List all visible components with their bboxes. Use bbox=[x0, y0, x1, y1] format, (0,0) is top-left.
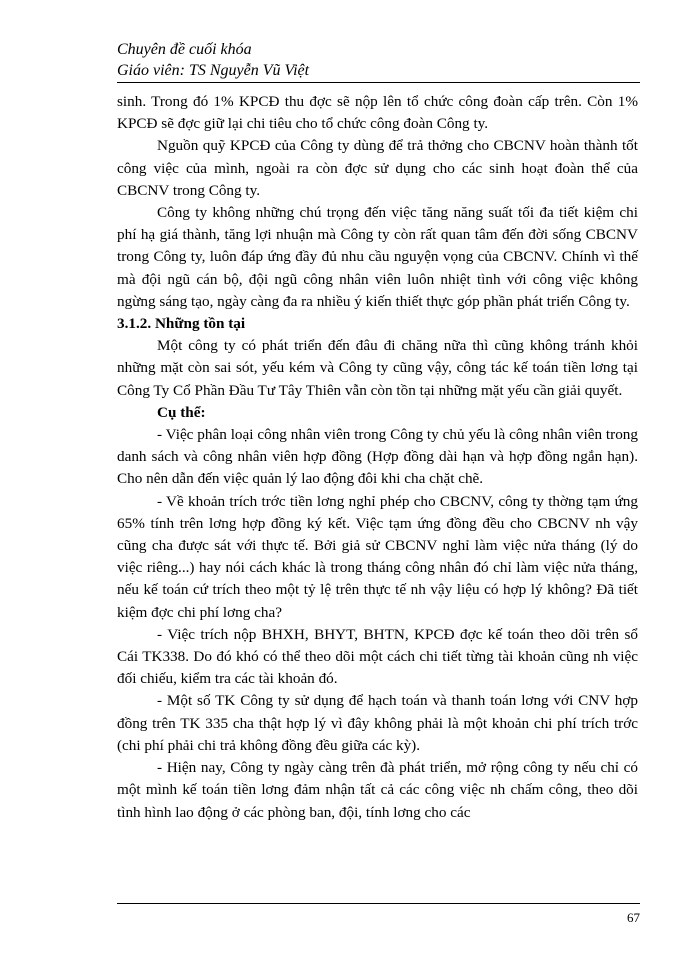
body-paragraph: sinh. Trong đó 1% KPCĐ thu đợc sẽ nộp lên tổ chức công đoàn cấp trên. Còn 1% KPCĐ sẽ đợc giữ lại chi tiêu cho tổ chức công đoàn Công ty. bbox=[117, 93, 638, 133]
subsection-label: Cụ thể: bbox=[157, 403, 206, 421]
header-divider bbox=[117, 82, 640, 83]
bullet-paragraph: - Một số TK Công ty sử dụng để hạch toán và thanh toán lơng với CNV hợp đồng trên TK 335 cha thật hợp lý vì đây không phải là một khoản chi phí trích trớc (chi phí phải chi trả không đồng đều giữa các kỳ). bbox=[117, 692, 638, 754]
bullet-paragraph: - Việc trích nộp BHXH, BHYT, BHTN, KPCĐ đợc kế toán theo dõi trên sổ Cái TK338. Do đó khó có thể theo dõi một cách chi tiết từng tài khoản cũng nh việc đối chiếu, kiểm tra các tài khoản đó. bbox=[117, 625, 638, 688]
header-course-title: Chuyên đề cuối khóa bbox=[117, 41, 252, 58]
header-instructor: Giáo viên: TS Nguyễn Vũ Việt bbox=[117, 62, 310, 79]
page-body bbox=[117, 91, 638, 824]
bullet-paragraph: - Hiện nay, Công ty ngày càng trên đà phát triển, mở rộng công ty nếu chỉ có một mình kế toán tiền lơng đảm nhận tất cả các công việc nh chấm công, theo dõi tình hình lao động ở các phòng ban, đội, tính lơng cho các bbox=[117, 759, 638, 821]
page-number: 67 bbox=[627, 910, 640, 925]
body-paragraph: Một công ty có phát triển đến đâu đi chăng nữa thì cũng không tránh khỏi những mặt còn sai sót, yếu kém và Công ty cũng vậy, công tác kế toán tiền lơng tại Công Ty Cổ Phần Đầu Tư Tây Thiên vẫn còn tồn tại những mặt yếu cần giải quyết. bbox=[117, 337, 638, 399]
bullet-paragraph: - Việc phân loại công nhân viên trong Công ty chủ yếu là công nhân viên trong danh sách và công nhân viên hợp đồng (Hợp đồng dài hạn và hợp đồng ngắn hạn). Cho nên dẫn đến việc quản lý lao động đôi khi cha chặt chẽ. bbox=[117, 426, 638, 488]
bullet-paragraph: - Về khoản trích trớc tiền lơng nghỉ phép cho CBCNV, công ty thờng tạm ứng 65% tính trên lơng hợp đồng ký kết. Việc tạm ứng đồng đều cho CBCNV nh vậy cũng cha được sát với thực tế. Bởi giả sử CBCNV nghỉ làm việc nửa tháng (lý do việc riêng...) hay nói cách khác là trong tháng công nhân đó chỉ làm việc nửa tháng, nếu kế toán cứ trích theo một tỷ lệ trên thực tế nh vậy liệu có hợp lý không? Đã tiết kiệm đợc chi phí lơng cha? bbox=[117, 492, 638, 621]
body-paragraph: Công ty không những chú trọng đến việc tăng năng suất tối đa tiết kiệm chi phí hạ giá thành, tăng lợi nhuận mà Công ty còn rất quan tâm đến đời sống CBCNV trong Công ty, luôn đáp ứng đầy đủ nhu cầu nguyện vọng của CBCNV. Chính vì thế mà đội ngũ cán bộ, đội ngũ công nhân viên luôn nhiệt tình với công việc không ngừng sáng tạo, ngày càng đa ra nhiều ý kiến thiết thực góp phần phát triển Công ty. bbox=[117, 204, 638, 310]
section-heading: 3.1.2. Những tồn tại bbox=[117, 315, 246, 333]
body-paragraph: Nguồn quỹ KPCĐ của Công ty dùng để trả thởng cho CBCNV hoàn thành tốt công việc của mình, ngoài ra còn đợc sử dụng cho các sinh hoạt đoàn thể của CBCNV trong Công ty. bbox=[117, 137, 638, 199]
footer-divider bbox=[117, 903, 640, 904]
page-header bbox=[117, 39, 637, 81]
